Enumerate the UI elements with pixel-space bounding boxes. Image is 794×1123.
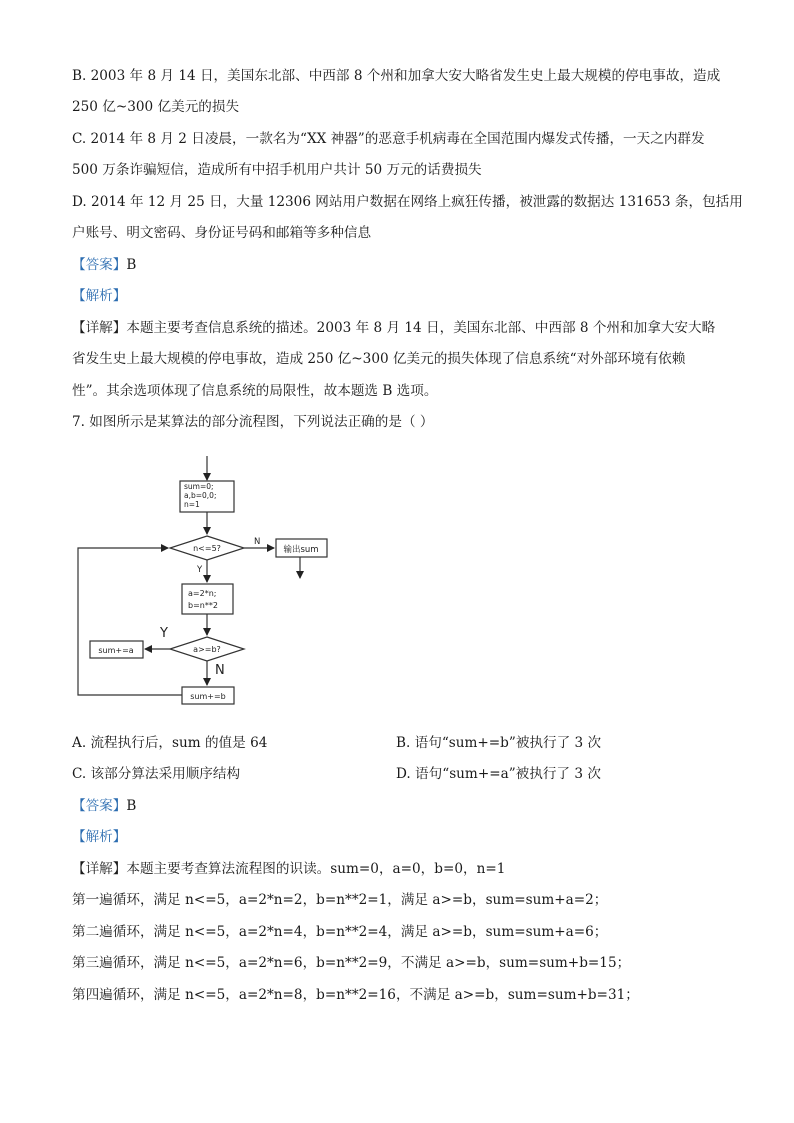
detail-tag: 【详解】 xyxy=(72,320,127,336)
q6-option-b-line2: 250 亿~300 亿美元的损失 xyxy=(72,99,240,115)
q6-option-c-line1: C. 2014 年 8 月 2 日凌晨，一款名为“XX 神器”的恶意手机病毒在全国范围内爆发式传播，一天之内群发 xyxy=(72,131,705,147)
detail-tag: 【详解】 xyxy=(72,861,127,877)
answer-tag: 【答案】 xyxy=(72,798,127,814)
q7-loop-4: 第四遍循环，满足 n<=5，a=2*n=8，b=n**2=16，不满足 a>=b，sum=sum+b=31； xyxy=(72,987,639,1003)
sum-a-text: sum+=a xyxy=(98,646,134,655)
algorithm-flowchart xyxy=(72,448,342,713)
assign-text-1: a=2*n; xyxy=(188,589,217,598)
output-text: 输出sum xyxy=(283,545,319,555)
cond2-yes-label: Y xyxy=(160,626,168,641)
loop-back-line xyxy=(78,548,182,695)
q7-loop-3: 第三遍循环，满足 n<=5，a=2*n=6，b=n**2=9，不满足 a>=b，sum=sum+b=15； xyxy=(72,955,631,971)
q6-answer xyxy=(72,255,732,275)
cond2-no-label: N xyxy=(215,663,225,678)
q7-option-d: D. 语句“sum+=a”被执行了 3 次 xyxy=(396,766,601,782)
q6-option-d-line1: D. 2014 年 12 月 25 日，大量 12306 网站用户数据在网络上疯狂传播，被泄露的数据达 131653 条，包括用 xyxy=(72,194,743,210)
q7-stem: 7. 如图所示是某算法的部分流程图，下列说法正确的是（ ） xyxy=(72,414,434,430)
answer-value: B xyxy=(126,257,137,273)
q7-answer xyxy=(72,796,732,816)
analysis-tag: 【解析】 xyxy=(72,829,127,845)
q6-analysis-tag xyxy=(72,286,732,306)
q7-analysis-tag xyxy=(72,827,732,847)
detail-text: 本题主要考查信息系统的描述。2003 年 8 月 14 日，美国东北部、中西部 8 个州和加拿大安大略 xyxy=(126,320,716,336)
q6-option-d-line2: 户账号、明文密码、身份证号码和邮箱等多种信息 xyxy=(72,225,372,241)
answer-tag: 【答案】 xyxy=(72,257,127,273)
q6-option-b-line1: B. 2003 年 8 月 14 日，美国东北部、中西部 8 个州和加拿大安大略省发生史上最大规模的停电事故，造成 xyxy=(72,68,721,84)
init-text-3: n=1 xyxy=(184,500,200,509)
q7-loop-1: 第一遍循环，满足 n<=5，a=2*n=2，b=n**2=1，满足 a>=b，sum=sum+a=2； xyxy=(72,892,608,908)
init-text-1: sum=0; xyxy=(184,482,214,491)
detail-text: 本题主要考查算法流程图的识读。sum=0，a=0，b=0，n=1 xyxy=(126,861,506,877)
q7-option-c: C. 该部分算法采用顺序结构 xyxy=(72,766,241,782)
init-text-2: a,b=0,0; xyxy=(184,491,217,500)
cond1-yes-label: Y xyxy=(197,565,203,575)
sum-b-text: sum+=b xyxy=(190,692,226,701)
q7-option-b: B. 语句“sum+=b”被执行了 3 次 xyxy=(396,735,602,751)
cond2-text: a>=b? xyxy=(193,645,221,654)
q7-loop-2: 第二遍循环，满足 n<=5，a=2*n=4，b=n**2=4，满足 a>=b，sum=sum+a=6； xyxy=(72,924,608,940)
assign-text-2: b=n**2 xyxy=(188,601,218,610)
q7-option-a: A. 流程执行后，sum 的值是 64 xyxy=(72,735,268,751)
q6-detail-line3: 性”。其余选项体现了信息系统的局限性，故本题选 B 选项。 xyxy=(72,383,438,399)
q6-option-c-line2: 500 万条诈骗短信，造成所有中招手机用户共计 50 万元的话费损失 xyxy=(72,162,482,178)
q6-detail-line1 xyxy=(72,318,732,338)
q6-detail-line2: 省发生史上最大规模的停电事故，造成 250 亿~300 亿美元的损失体现了信息系统“对外部环境有依赖 xyxy=(72,351,686,367)
answer-value: B xyxy=(126,798,137,814)
cond1-text: n<=5? xyxy=(193,544,221,553)
analysis-tag: 【解析】 xyxy=(72,288,127,304)
cond1-no-label: N xyxy=(254,537,261,547)
q7-detail-line1 xyxy=(72,859,732,879)
